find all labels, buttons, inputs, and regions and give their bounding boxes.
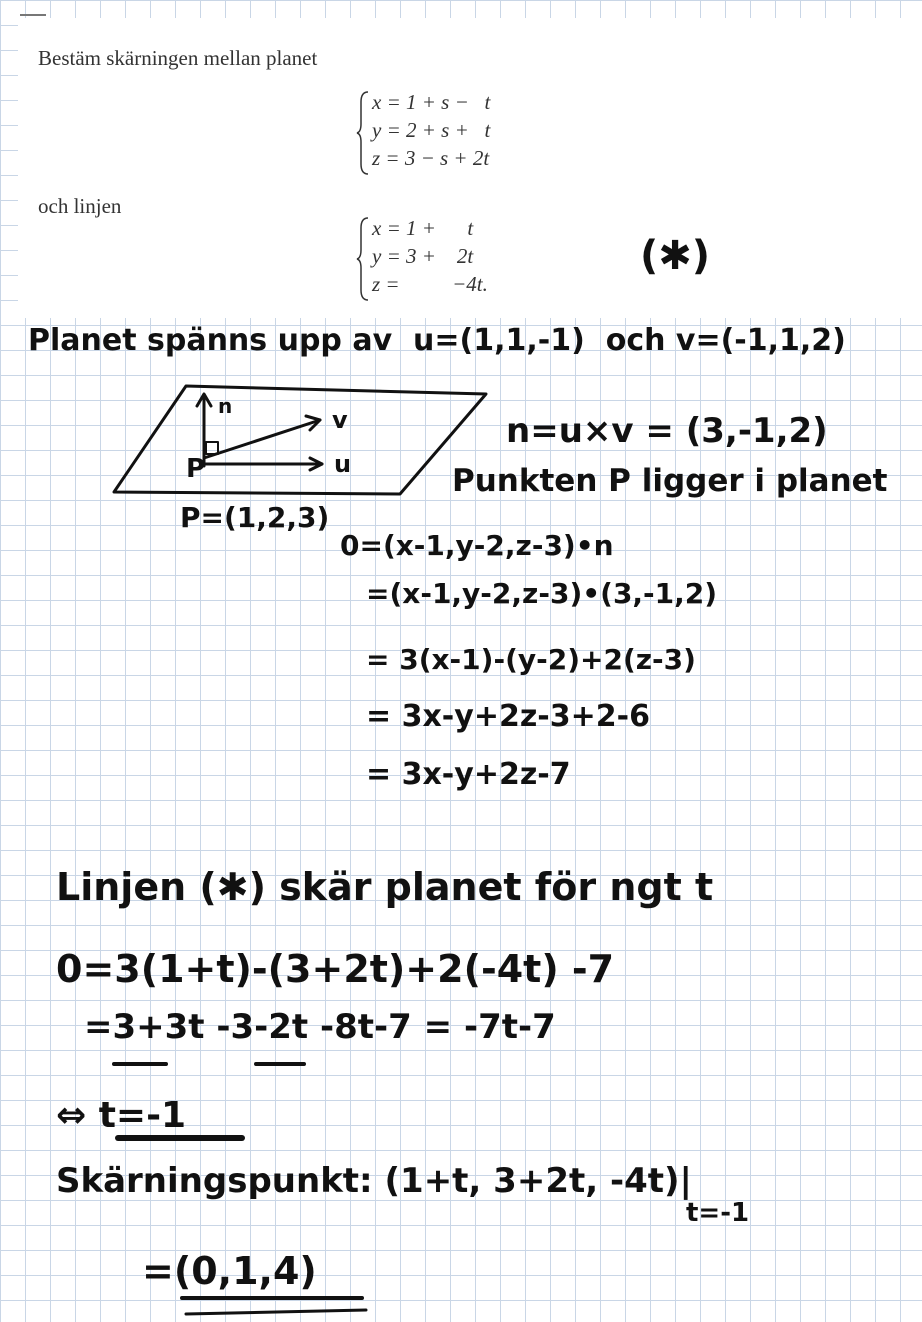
plane-eq-line-2: =(x-1,y-2,z-3)•(3,-1,2) (366, 577, 718, 610)
star-marker: (✱) (640, 233, 711, 279)
final-answer: =(0,1,4) (142, 1249, 317, 1293)
line-eq-x: x = 1 + t (372, 216, 474, 240)
evaluated-at-t: t=-1 (686, 1198, 750, 1228)
normal-vector: n=u×v = (3,-1,2) (506, 411, 828, 451)
sketch-u-label: u (334, 450, 352, 478)
plane-eq-y: y = 2 + s + t (372, 118, 491, 142)
plane-eq-line-3: = 3(x-1)-(y-2)+2(z-3) (366, 643, 696, 676)
intersection-point-label: Skärningspunkt: (1+t, 3+2t, -4t)| (56, 1161, 692, 1201)
plane-eq-line-5: = 3x-y+2z-7 (366, 757, 571, 792)
plane-eq-x: x = 1 + s − t (372, 90, 491, 114)
spans-line: Planet spänns upp av u=(1,1,-1) och v=(-1,1,2) (28, 323, 846, 358)
line-hits-text: Linjen (✱) skär planet för ngt t (56, 865, 714, 909)
line-brace (356, 216, 370, 302)
plane-brace (356, 90, 370, 176)
line-eq-z: z = −4t. (372, 272, 488, 296)
plane-eq-line-4: = 3x-y+2z-3+2-6 (366, 699, 650, 734)
point-p: P=(1,2,3) (180, 501, 330, 534)
line-system (372, 214, 488, 298)
answer-double-underline (176, 1290, 376, 1320)
plane-sketch (108, 380, 498, 500)
line-intro-text: och linjen (38, 194, 122, 218)
t-underline (112, 1130, 252, 1146)
point-in-plane-text: Punkten P ligger i planet (452, 463, 888, 499)
intro-text: Bestäm skärningen mellan planet (38, 46, 318, 70)
sketch-p-label: P (186, 454, 206, 484)
top-rule (20, 14, 46, 16)
implies-line: ⇔ t=-1 (56, 1095, 187, 1136)
line-eq-y: y = 3 + 2t (372, 244, 474, 268)
substitution-line-2: =3+3t -3-2t -8t-7 = -7t-7 (84, 1007, 556, 1047)
plane-system (372, 88, 490, 172)
sketch-v-label: v (332, 406, 348, 434)
plane-eq-line-1: 0=(x-1,y-2,z-3)•n (340, 529, 614, 562)
sketch-n-label: n (218, 394, 233, 418)
substitution-line-1: 0=3(1+t)-(3+2t)+2(-4t) -7 (56, 947, 615, 991)
cancel-underlines (100, 1054, 320, 1070)
plane-eq-z: z = 3 − s + 2t (372, 146, 490, 170)
